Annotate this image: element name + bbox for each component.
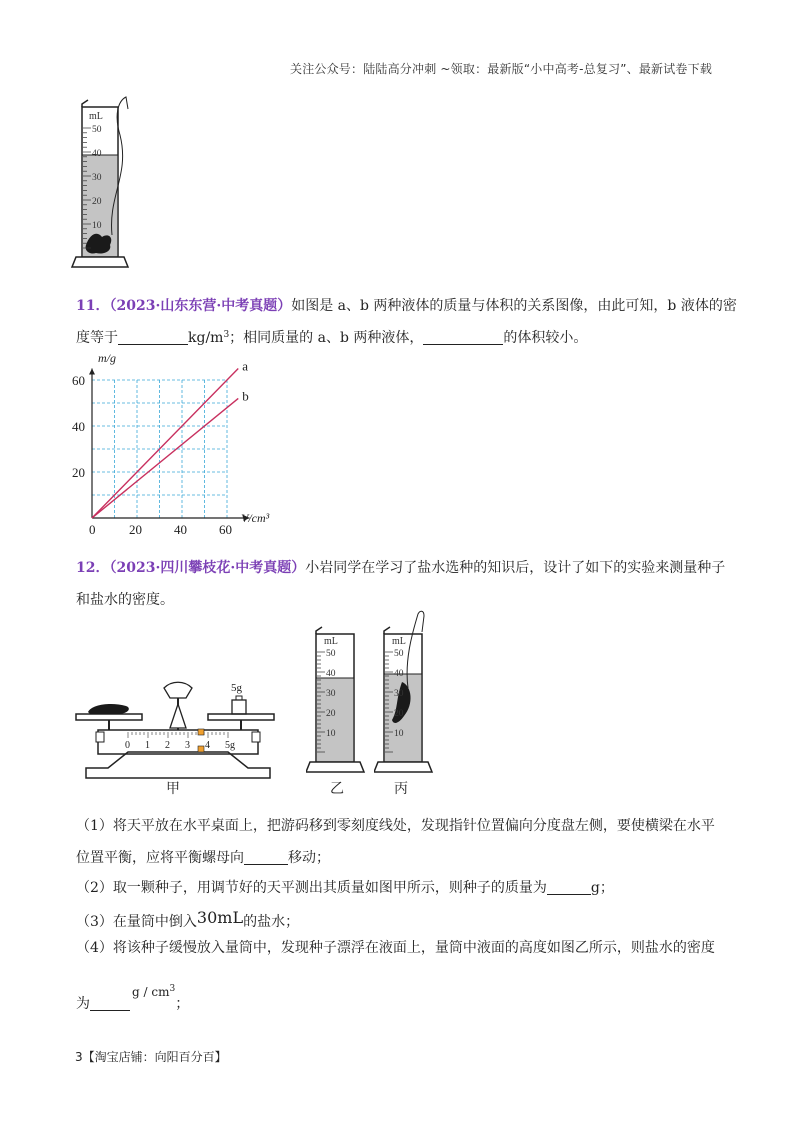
q12-p4-unit: g / cm: [132, 985, 170, 999]
balance-scale-label: 1: [145, 740, 150, 751]
cylinder-bing-figure: [374, 608, 444, 778]
q11-text-a: 如图是 a、b 两种液体的质量与体积的关系图像，由此可知，b 液体的密: [291, 298, 737, 314]
cylinder-yi-tick-label: 20: [326, 709, 336, 719]
cylinder-yi-tick-label: 50: [326, 649, 336, 659]
q11-source: （2023·山东东营·中考真题）: [109, 298, 292, 314]
x-tick-label: 0: [89, 522, 96, 535]
top-cylinder-unit: mL: [89, 111, 103, 122]
cylinder-yi-tick-label: 10: [326, 729, 336, 739]
q11-text-b1: 度等于: [76, 330, 118, 346]
header-note: 关注公众号：陆陆高分冲刺 ~领取：最新版“小中高考-总复习”、最新试卷下载: [290, 62, 713, 76]
q12-p4-blank[interactable]: [90, 994, 130, 1011]
q12-p3-text-3: 的盐水；: [243, 914, 300, 930]
y-tick-label: 60: [72, 373, 85, 388]
q12-p1-line2: [76, 846, 330, 870]
x-tick-label: 40: [174, 522, 187, 535]
y-axis-label: m/g: [98, 351, 116, 365]
cylinder-yi-unit: mL: [324, 636, 338, 647]
q12-line2: 和盐水的密度。: [76, 592, 174, 608]
y-tick-label: 40: [72, 419, 85, 434]
top-cylinder-tick-label: 20: [92, 197, 102, 207]
q11-text-b4: 的体积较小。: [503, 330, 588, 346]
cylinder-bing-tick-label: 10: [394, 729, 404, 739]
q12-p2: [76, 876, 614, 900]
caption-bing: 丙: [394, 781, 408, 797]
footer-shop: 3【淘宝店铺：向阳百分百】: [75, 1050, 227, 1064]
series-label-b: b: [242, 388, 249, 404]
q12-source: （2023·四川攀枝花·中考真题）: [109, 560, 306, 576]
q11-blank-liquid[interactable]: [423, 328, 503, 345]
balance-scale-label: 2: [165, 740, 170, 751]
top-cylinder-tick-label: 30: [92, 173, 102, 183]
q11-line1: [76, 294, 737, 318]
y-tick-label: 20: [72, 465, 85, 480]
q12-p2-text-1: （2）取一颗种子，用调节好的天平测出其质量如图甲所示，则种子的质量为: [76, 880, 547, 896]
q11-text-b2: kg/m: [188, 330, 224, 346]
cylinder-bing-tick-label: 40: [394, 669, 404, 679]
top-cylinder-tick-label: 10: [92, 221, 102, 231]
cylinder-bing-tick-label: 30: [394, 689, 404, 699]
q12-p4-text-3: ；: [175, 996, 190, 1012]
series-label-a: a: [242, 358, 249, 374]
cylinder-yi-figure: [306, 622, 366, 778]
q12-p2-text-2: g；: [590, 880, 614, 896]
x-tick-label: 20: [129, 522, 142, 535]
q11-number: 11．: [76, 298, 110, 314]
cylinder-yi-tick-label: 30: [326, 689, 336, 699]
y-axis-arrow: [89, 369, 95, 375]
cylinder-bing-tick-label: 50: [394, 649, 404, 659]
q12-p4-text-1: 为: [76, 996, 90, 1012]
balance-scale-label: 4: [205, 740, 210, 751]
balance-scale-label: 3: [185, 740, 190, 751]
top-cylinder-tick-label: 40: [92, 149, 102, 159]
q12-p4-line1: （4）将该种子缓慢放入量筒中，发现种子漂浮在液面上，量筒中液面的高度如图乙所示，则盐水的密度: [76, 940, 715, 956]
cylinder-bing-unit: mL: [392, 636, 406, 647]
top-cylinder-tick-label: 50: [92, 125, 102, 135]
q12-line1: [76, 556, 725, 580]
q12-p3: [76, 906, 299, 934]
q12-p1-blank[interactable]: [244, 848, 288, 865]
q12-text-a: 小岩同学在学习了盐水选种的知识后，设计了如下的实验来测量种子: [305, 560, 726, 576]
x-axis-label: V/cm³: [241, 511, 270, 525]
q12-p1-text-2: 移动；: [288, 850, 330, 866]
balance-weight-label: 5g: [231, 682, 242, 694]
x-tick-label: 60: [219, 522, 232, 535]
q12-p3-text-1: （3）在量筒中倒入: [76, 914, 197, 930]
balance-scale-label: 5g: [225, 740, 235, 751]
q12-p3-volume: 30mL: [196, 908, 244, 927]
top-cylinder-figure: [68, 95, 158, 275]
cylinder-yi-tick-label: 40: [326, 669, 336, 679]
series-line-a: [92, 369, 238, 519]
balance-scale-label: 0: [125, 740, 130, 751]
caption-yi: 乙: [330, 781, 344, 797]
q12-number: 12．: [76, 560, 110, 576]
cylinder-bing-tick-label: 20: [394, 709, 404, 719]
q12-p1-line1: （1）将天平放在水平桌面上，把游码移到零刻度线处，发现指针位置偏向分度盘左侧，要使横梁在水平: [76, 818, 715, 834]
q11-mass-volume-chart: [60, 350, 290, 535]
q12-p2-blank[interactable]: [547, 878, 591, 895]
q12-p1-text-1: 位置平衡，应将平衡螺母向: [76, 850, 244, 866]
q11-line2: 度等于 $kg/m^3$；相同质量的 a、b 两种液体， 的体积较小。: [76, 330, 588, 346]
q11-blank-density[interactable]: [118, 328, 188, 345]
balance-figure: [68, 670, 288, 780]
series-line-b: [92, 398, 238, 518]
q11-text-b3: ；相同质量的 a、b 两种液体，: [229, 330, 424, 346]
caption-jia: 甲: [166, 781, 180, 797]
q12-p4-line2: 为g / $cm^3$；: [76, 984, 190, 1012]
